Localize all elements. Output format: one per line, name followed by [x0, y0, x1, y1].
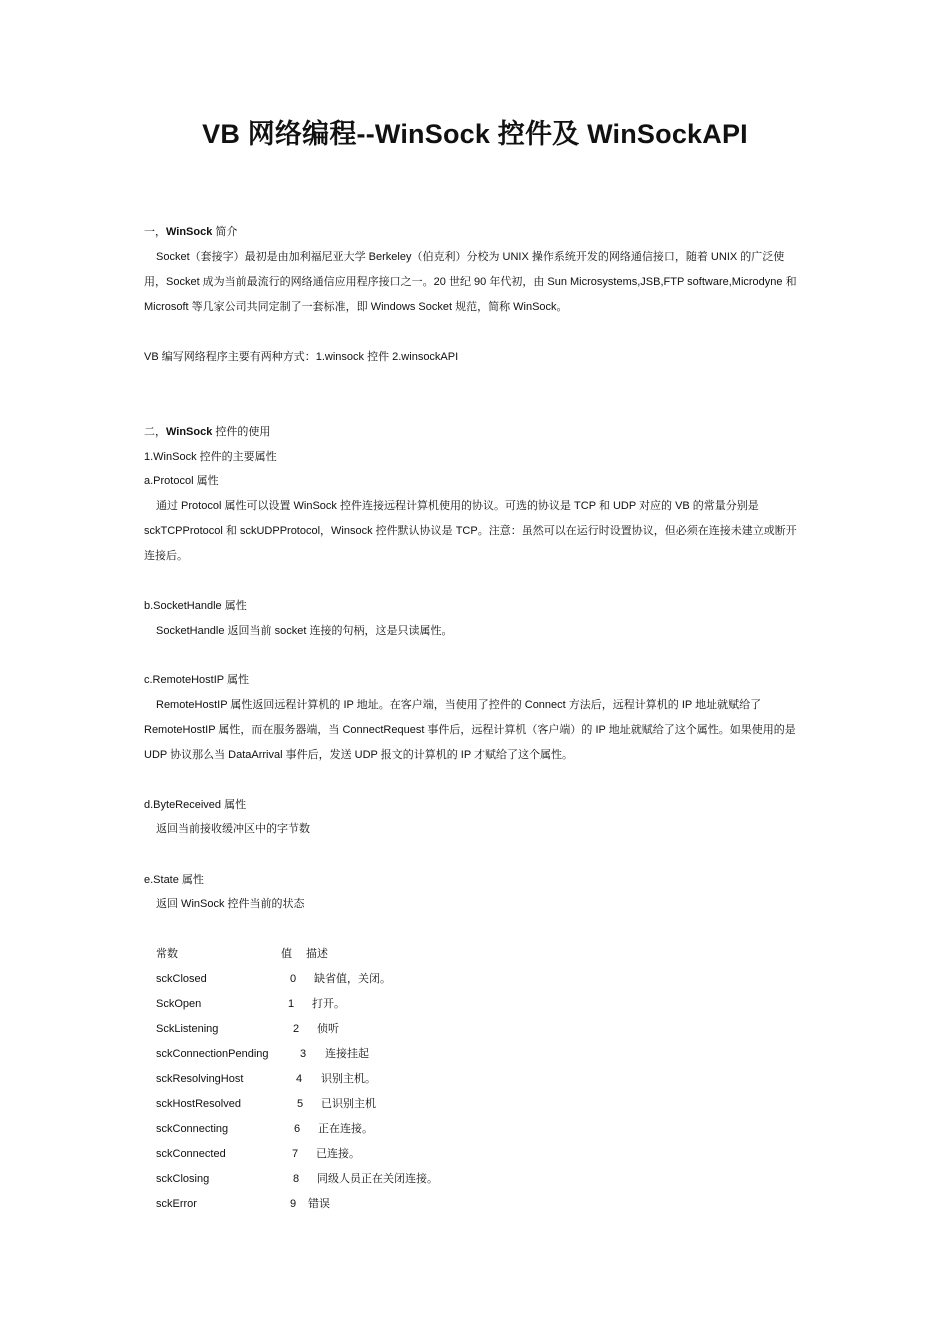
cell-constant: sckClosed [156, 973, 207, 985]
section-2-heading-bold: WinSock [166, 426, 213, 438]
cell-description: 连接挂起 [325, 1048, 369, 1060]
methods-line: VB 编写网络程序主要有两种方式：1.winsock 控件 2.winsockAPI [144, 351, 459, 363]
section-1-heading-rest: 简介 [212, 226, 238, 238]
cell-value: 3 [300, 1048, 307, 1060]
cell-constant: sckHostResolved [156, 1098, 241, 1110]
protocol-line-3: 连接后。 [144, 550, 188, 562]
header-value: 值 [281, 948, 292, 960]
bytereceived-heading: d.ByteReceived 属性 [144, 799, 247, 811]
section-2-prefix: 二， [144, 426, 166, 438]
cell-constant: SckOpen [156, 998, 202, 1010]
state-table-header [156, 947, 556, 961]
cell-constant: sckError [156, 1198, 197, 1210]
state-line: 返回 WinSock 控件当前的状态 [156, 898, 305, 910]
table-row [156, 1172, 556, 1186]
cell-description: 已识别主机 [321, 1098, 376, 1110]
remotehostip-line-3: UDP 协议那么当 DataArrival 事件后，发送 UDP 报文的计算机的 IP 才赋给了这个属性。 [144, 749, 574, 761]
sockethandle-line: SocketHandle 返回当前 socket 连接的句柄，这是只读属性。 [156, 625, 453, 637]
table-row [156, 1197, 556, 1211]
remotehostip-heading: c.RemoteHostIP 属性 [144, 674, 249, 686]
remotehostip-line-1: RemoteHostIP 属性返回远程计算机的 IP 地址。在客户端，当使用了控件的 Connect 方法后，远程计算机的 IP 地址就赋给了 [156, 699, 762, 711]
table-row [156, 1147, 556, 1161]
cell-constant: sckConnecting [156, 1123, 229, 1135]
cell-value: 5 [297, 1098, 304, 1110]
cell-value: 6 [294, 1123, 301, 1135]
cell-description: 错误 [308, 1198, 330, 1210]
section-1-para-line-1: Socket（套接字）最初是由加利福尼亚大学 Berkeley（伯克利）分校为 UNIX 操作系统开发的网络通信接口，随着 UNIX 的广泛使 [156, 251, 785, 263]
cell-value: 9 [290, 1198, 297, 1210]
table-row [156, 1072, 556, 1086]
table-row [156, 997, 556, 1011]
section-2-heading-rest: 控件的使用 [212, 426, 271, 438]
cell-constant: sckConnectionPending [156, 1048, 269, 1060]
remotehostip-line-2: RemoteHostIP 属性，而在服务器端，当 ConnectRequest 事件后，远程计算机（客户端）的 IP 地址就赋给了这个属性。如果使用的是 [144, 724, 796, 736]
section-1-heading [144, 225, 814, 239]
cell-description: 正在连接。 [318, 1123, 373, 1135]
cell-description: 同级人员正在关闭连接。 [317, 1173, 438, 1185]
table-row [156, 1097, 556, 1111]
state-heading: e.State 属性 [144, 874, 204, 886]
protocol-line-1: 通过 Protocol 属性可以设置 WinSock 控件连接远程计算机使用的协议。可选的协议是 TCP 和 UDP 对应的 VB 的常量分别是 [156, 500, 759, 512]
cell-value: 2 [293, 1023, 300, 1035]
cell-value: 7 [292, 1148, 299, 1160]
cell-value: 8 [293, 1173, 300, 1185]
sockethandle-heading: b.SocketHandle 属性 [144, 600, 247, 612]
protocol-heading: a.Protocol 属性 [144, 475, 219, 487]
subsection-1-heading: 1.WinSock 控件的主要属性 [144, 451, 277, 463]
cell-description: 识别主机。 [321, 1073, 376, 1085]
cell-value: 4 [296, 1073, 303, 1085]
header-constant: 常数 [156, 948, 178, 960]
table-row [156, 1022, 556, 1036]
cell-value: 1 [288, 998, 295, 1010]
bytereceived-line: 返回当前接收缓冲区中的字节数 [156, 823, 310, 835]
section-1-prefix: 一， [144, 226, 166, 238]
cell-constant: SckListening [156, 1023, 219, 1035]
table-row [156, 972, 556, 986]
cell-description: 打开。 [312, 998, 345, 1010]
header-description: 描述 [306, 948, 328, 960]
cell-description: 侦听 [317, 1023, 339, 1035]
table-row [156, 1047, 556, 1061]
section-2-heading [144, 425, 814, 439]
page-title: VB 网络编程--WinSock 控件及 WinSockAPI [202, 119, 748, 149]
cell-description: 已连接。 [316, 1148, 360, 1160]
section-1-para-line-2: 用，Socket 成为当前最流行的网络通信应用程序接口之一。20 世纪 90 年代初，由 Sun Microsystems,JSB,FTP software,Microdyne 和 [144, 276, 797, 288]
cell-value: 0 [290, 973, 297, 985]
section-1-heading-bold: WinSock [166, 226, 213, 238]
protocol-line-2: sckTCPProtocol 和 sckUDPProtocol，Winsock 控件默认协议是 TCP。注意：虽然可以在运行时设置协议，但必须在连接未建立或断开 [144, 525, 797, 537]
cell-description: 缺省值，关闭。 [314, 973, 391, 985]
table-row [156, 1122, 556, 1136]
cell-constant: sckClosing [156, 1173, 210, 1185]
cell-constant: sckResolvingHost [156, 1073, 244, 1085]
cell-constant: sckConnected [156, 1148, 226, 1160]
section-1-para-line-3: Microsoft 等几家公司共同定制了一套标准，即 Windows Socket 规范，简称 WinSock。 [144, 301, 568, 313]
